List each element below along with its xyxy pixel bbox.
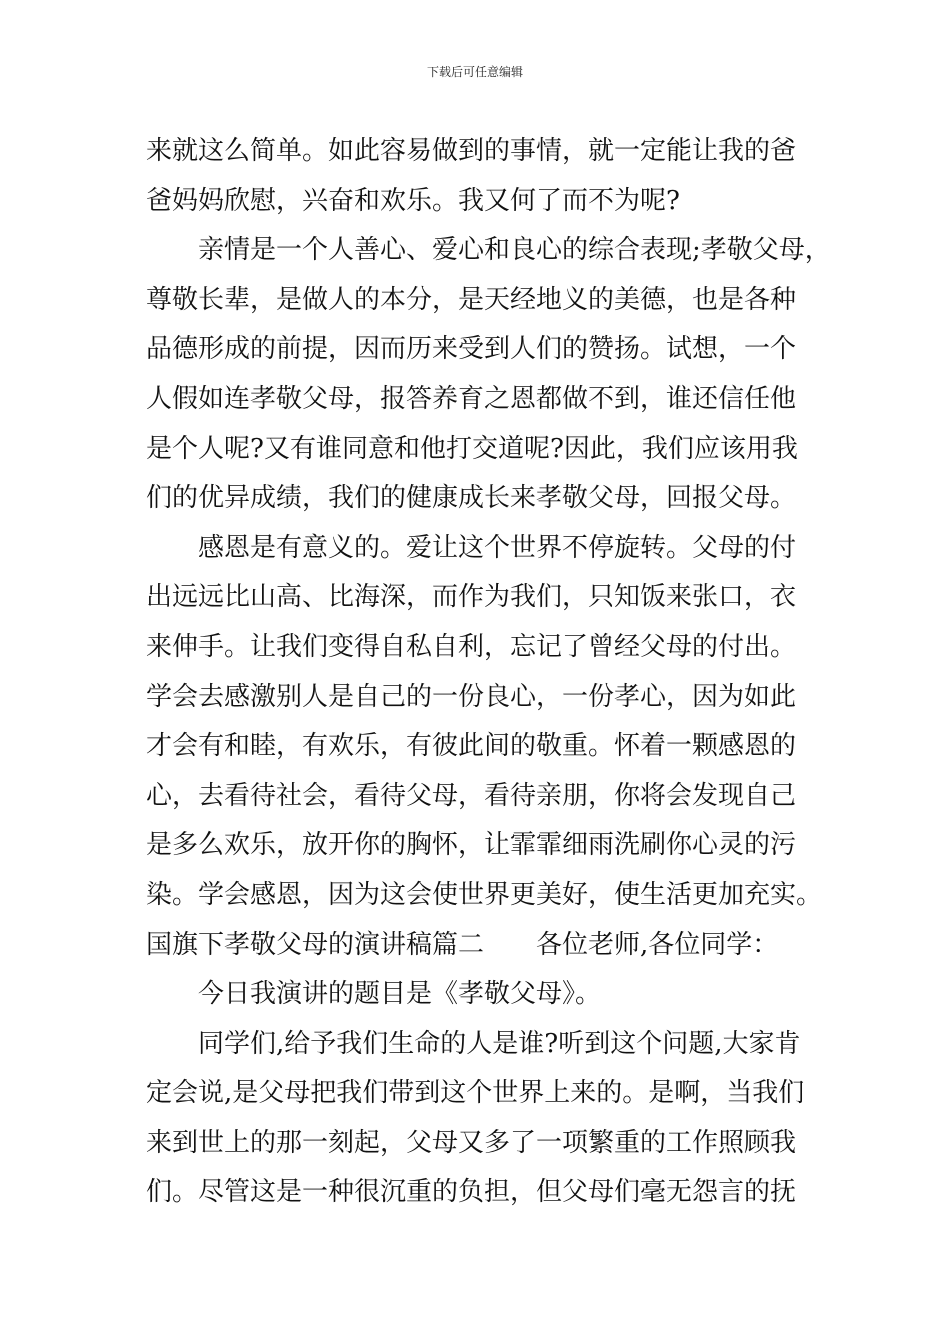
text-line: 是多么欢乐，放开你的胸怀，让霏霏细雨洗刷你心灵的污 — [146, 830, 797, 861]
text-line: 心，去看待社会，看待父母，看待亲朋，你将会发现自己 — [146, 780, 797, 811]
document-body — [146, 127, 831, 1218]
text-line: 爸妈妈欣慰，兴奋和欢乐。我又何了而不为呢? — [146, 185, 680, 216]
section-heading-line: 国旗下孝敬父母的演讲稿篇二 各位老师,各位同学： — [146, 929, 779, 960]
text-line: 染。学会感恩，因为这会使世界更美好，使生活更加充实。 — [146, 879, 823, 910]
text-line: 人假如连孝敬父母，报答养育之恩都做不到，谁还信任他 — [146, 383, 797, 414]
text-line: 学会去感激别人是自己的一份良心，一份孝心，因为如此 — [146, 681, 797, 712]
paragraph-start-line: 感恩是有意义的。爱让这个世界不停旋转。父母的付 — [198, 532, 797, 563]
text-line: 来到世上的那一刻起，父母又多了一项繁重的工作照顾我 — [146, 1127, 797, 1158]
text-line: 品德形成的前提，因而历来受到人们的赞扬。试想，一个 — [146, 334, 797, 365]
text-line: 们。尽管这是一种很沉重的负担，但父母们毫无怨言的抚 — [146, 1177, 797, 1208]
header-note: 下载后可任意编辑 — [426, 65, 523, 79]
text-line: 出远远比山高、比海深，而作为我们，只知饭来张口，衣 — [146, 582, 797, 613]
paragraph-start-line: 今日我演讲的题目是《孝敬父母》。 — [198, 979, 602, 1010]
text-line: 才会有和睦，有欢乐，有彼此间的敬重。怀着一颗感恩的 — [146, 731, 797, 762]
text-line: 来伸手。让我们变得自私自利，忘记了曾经父母的付出。 — [146, 631, 797, 662]
text-line: 是个人呢?又有谁同意和他打交道呢?因此，我们应该用我 — [146, 433, 798, 464]
paragraph-start-line: 同学们,给予我们生命的人是谁?听到这个问题,大家肯 — [198, 1028, 801, 1059]
text-line: 来就这么简单。如此容易做到的事情，就一定能让我的爸 — [146, 136, 797, 166]
text-line: 定会说,是父母把我们带到这个世界上来的。是啊，当我们 — [146, 1078, 805, 1109]
text-line: 尊敬长辈，是做人的本分，是天经地义的美德，也是各种 — [146, 284, 797, 315]
text-line: 们的优异成绩，我们的健康成长来孝敬父母，回报父母。 — [146, 483, 797, 514]
paragraph-start-line: 亲情是一个人善心、爱心和良心的综合表现;孝敬父母， — [198, 235, 831, 266]
